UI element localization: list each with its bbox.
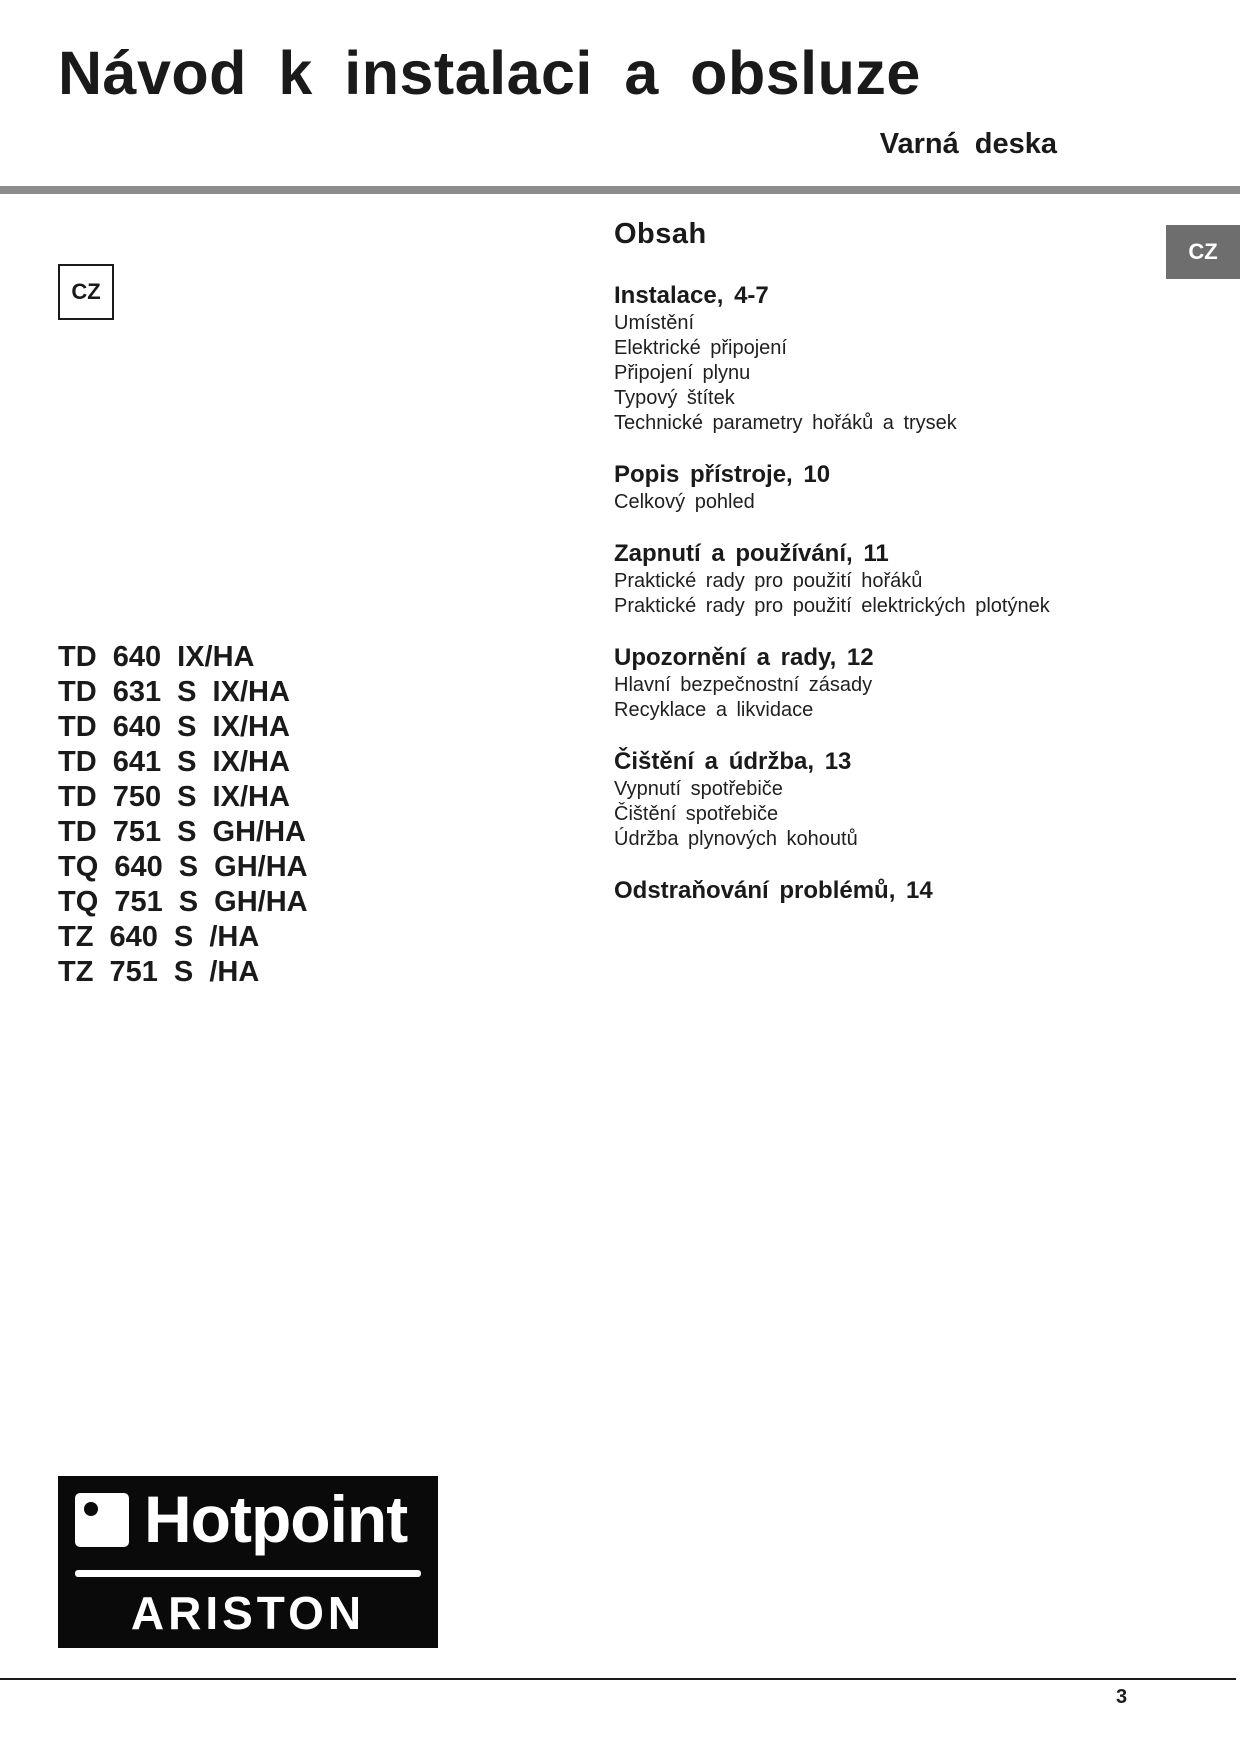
logo-sub-text: ARISTON <box>130 1587 366 1639</box>
toc-item: Recyklace a likvidace <box>614 699 814 721</box>
toc-section <box>614 281 1174 436</box>
page-subtitle: Varná deska <box>879 128 1057 160</box>
toc-section <box>614 747 1174 852</box>
language-box: CZ <box>58 264 114 320</box>
toc-item: Technické parametry hořáků a trysek <box>614 412 957 434</box>
toc-section <box>614 539 1174 619</box>
logo-mark-icon <box>75 1493 129 1547</box>
toc-item: Praktické rady pro použití hořáků <box>614 570 923 592</box>
toc-item: Elektrické připojení <box>614 337 787 359</box>
toc-section-title: Instalace, 4-7 <box>614 282 769 309</box>
toc-item: Vypnutí spotřebiče <box>614 778 783 800</box>
hotpoint-ariston-logo <box>58 1476 438 1648</box>
toc-item: Hlavní bezpečnostní zásady <box>614 674 873 696</box>
toc-section-title: Popis přístroje, 10 <box>614 461 831 488</box>
model-name: TZ 640 S /HA <box>58 921 260 953</box>
model-name: TD 631 S IX/HA <box>58 676 290 708</box>
logo-divider <box>75 1570 421 1577</box>
page-title: Návod k instalaci a obsluze <box>58 39 921 107</box>
toc-section-title: Zapnutí a používání, 11 <box>614 540 889 567</box>
model-name: TD 751 S GH/HA <box>58 816 306 848</box>
toc-section-title: Upozornění a rady, 12 <box>614 644 874 671</box>
model-name: TQ 751 S GH/HA <box>58 886 308 918</box>
model-name: TD 641 S IX/HA <box>58 746 290 778</box>
model-name: TD 640 IX/HA <box>58 641 255 673</box>
model-name: TZ 751 S /HA <box>58 956 260 988</box>
logo-brand-text: Hotpoint <box>144 1482 408 1556</box>
toc-item: Údržba plynových kohoutů <box>614 828 858 850</box>
table-of-contents <box>614 218 1174 930</box>
model-name: TQ 640 S GH/HA <box>58 851 308 883</box>
model-list <box>58 640 308 990</box>
bottom-divider <box>0 1678 1236 1680</box>
toc-section <box>614 460 1174 515</box>
top-divider <box>0 186 1240 194</box>
model-name: TD 640 S IX/HA <box>58 711 290 743</box>
toc-item: Připojení plynu <box>614 362 751 384</box>
toc-sections <box>614 281 1174 906</box>
toc-item: Čištění spotřebiče <box>614 803 779 825</box>
page-number: 3 <box>1116 1686 1128 1708</box>
language-tab: CZ <box>1166 225 1240 279</box>
toc-section-title: Odstraňování problémů, 14 <box>614 877 933 904</box>
toc-section-title: Čištění a údržba, 13 <box>614 748 852 775</box>
toc-item: Celkový pohled <box>614 491 755 513</box>
toc-section <box>614 643 1174 723</box>
toc-section <box>614 876 1174 906</box>
toc-heading: Obsah <box>614 218 707 250</box>
toc-item: Praktické rady pro použití elektrických plotýnek <box>614 595 1050 617</box>
model-name: TD 750 S IX/HA <box>58 781 290 813</box>
toc-item: Umístění <box>614 312 695 334</box>
toc-item: Typový štítek <box>614 387 735 409</box>
